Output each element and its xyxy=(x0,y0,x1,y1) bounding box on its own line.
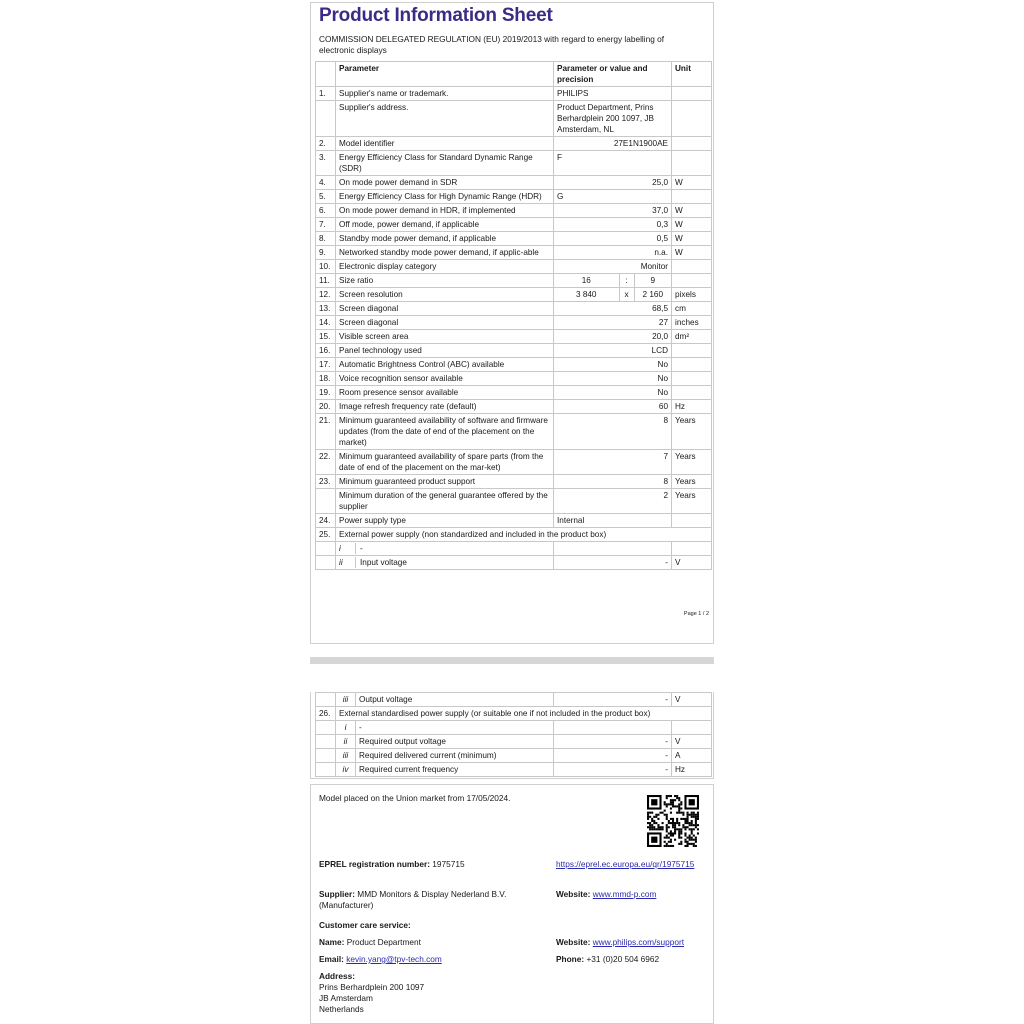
address-block xyxy=(319,971,424,1015)
market-date-text: Model placed on the Union market from 17/05/2024. xyxy=(319,793,511,803)
row-value: 27E1N1900AE xyxy=(554,137,672,151)
value-a: 16 xyxy=(554,274,619,287)
row-value: 27 xyxy=(554,316,672,330)
table-row xyxy=(316,475,712,489)
row-value: G xyxy=(554,190,672,204)
row-parameter: Image refresh frequency rate (default) xyxy=(336,400,554,414)
table-subrow xyxy=(316,556,712,570)
value-b: 2 160 xyxy=(642,290,664,299)
row-parameter: Automatic Brightness Control (ABC) available xyxy=(336,358,554,372)
table-header-row xyxy=(316,62,712,87)
qr-code-icon[interactable] xyxy=(647,795,699,847)
row-unit xyxy=(672,87,712,101)
row-value: 8 xyxy=(554,414,672,450)
sub-index: ii xyxy=(336,735,356,749)
table-row xyxy=(316,288,712,302)
row-parameter: Visible screen area xyxy=(336,330,554,344)
row-value: - xyxy=(554,693,672,707)
continuation-table xyxy=(315,692,712,777)
row-number: 9. xyxy=(316,246,336,260)
phone-value: +31 (0)20 504 6962 xyxy=(586,954,660,964)
page-number: Page 1 / 2 xyxy=(683,611,709,617)
row-value-pair xyxy=(554,274,672,288)
row-parameter xyxy=(336,542,554,556)
name-value: Product Department xyxy=(346,937,421,947)
eprel-line xyxy=(319,859,465,870)
row-parameter: Supplier's address. xyxy=(336,101,554,137)
row-unit: inches xyxy=(672,316,712,330)
value-sep: x xyxy=(619,288,634,301)
row-unit: Years xyxy=(672,450,712,475)
row-unit xyxy=(672,721,712,735)
row-parameter: Screen diagonal xyxy=(336,302,554,316)
row-number: 22. xyxy=(316,450,336,475)
row-parameter: Energy Efficiency Class for Standard Dynamic Range (SDR) xyxy=(336,151,554,176)
row-unit: W xyxy=(672,246,712,260)
row-unit xyxy=(672,151,712,176)
table-row xyxy=(316,204,712,218)
sub-index: ii xyxy=(339,557,356,568)
supplier-label: Supplier: xyxy=(319,889,355,899)
row-unit xyxy=(672,344,712,358)
header-value: Parameter or value and precision xyxy=(554,62,672,87)
row-unit: W xyxy=(672,204,712,218)
row-number: 14. xyxy=(316,316,336,330)
table-row xyxy=(316,528,712,542)
row-parameter: Screen resolution xyxy=(336,288,554,302)
table-row xyxy=(316,274,712,288)
row-parameter: Standby mode power demand, if applicable xyxy=(336,232,554,246)
row-unit: V xyxy=(672,735,712,749)
table-subrow xyxy=(316,749,712,763)
row-unit: pixels xyxy=(672,288,712,302)
row-value: 2 xyxy=(554,489,672,514)
row-parameter xyxy=(336,556,554,570)
table-row xyxy=(316,386,712,400)
row-parameter: Minimum duration of the general guarantee offered by the supplier xyxy=(336,489,554,514)
supplier-line xyxy=(319,889,559,911)
address-label: Address: xyxy=(319,971,355,981)
value-a: 3 840 xyxy=(554,288,619,301)
row-number-blank xyxy=(316,721,336,735)
row-value: - xyxy=(554,556,672,570)
sub-index: iii xyxy=(336,749,356,763)
row-value-pair xyxy=(554,288,672,302)
row-value: 25,0 xyxy=(554,176,672,190)
row-number: 26. xyxy=(316,707,336,721)
regulation-subtitle: COMMISSION DELEGATED REGULATION (EU) 2019/2013 with regard to energy labelling of electronic displays xyxy=(319,34,665,55)
row-value: PHILIPS xyxy=(554,87,672,101)
table-row xyxy=(316,316,712,330)
table-row xyxy=(316,246,712,260)
row-value: 37,0 xyxy=(554,204,672,218)
row-number xyxy=(316,101,336,137)
row-parameter: Screen diagonal xyxy=(336,316,554,330)
row-value: 60 xyxy=(554,400,672,414)
table-row xyxy=(316,151,712,176)
row-unit xyxy=(672,514,712,528)
table-row xyxy=(316,514,712,528)
row-number: 7. xyxy=(316,218,336,232)
row-number xyxy=(316,489,336,514)
row-unit: Years xyxy=(672,475,712,489)
row-parameter: Supplier's name or trademark. xyxy=(336,87,554,101)
row-number: 6. xyxy=(316,204,336,218)
row-value: 0,5 xyxy=(554,232,672,246)
row-unit: cm xyxy=(672,302,712,316)
page-separator xyxy=(310,657,714,664)
row-number: 11. xyxy=(316,274,336,288)
row-value: - xyxy=(554,749,672,763)
row-unit: Hz xyxy=(672,400,712,414)
table-row xyxy=(316,450,712,475)
sheet-page-2 xyxy=(310,692,714,779)
row-value: No xyxy=(554,372,672,386)
row-value: 0,3 xyxy=(554,218,672,232)
row-parameter: On mode power demand in HDR, if implemented xyxy=(336,204,554,218)
table-row xyxy=(316,358,712,372)
row-number: 10. xyxy=(316,260,336,274)
header-unit: Unit xyxy=(672,62,712,87)
row-unit: Years xyxy=(672,414,712,450)
row-unit xyxy=(672,358,712,372)
row-value: No xyxy=(554,386,672,400)
table-subrow xyxy=(316,735,712,749)
row-number: 19. xyxy=(316,386,336,400)
row-parameter: Networked standby mode power demand, if applic-able xyxy=(336,246,554,260)
row-unit: V xyxy=(672,556,712,570)
name-label: Name: xyxy=(319,937,345,947)
row-number: 8. xyxy=(316,232,336,246)
row-parameter: Minimum guaranteed product support xyxy=(336,475,554,489)
row-number: 16. xyxy=(316,344,336,358)
table-row xyxy=(316,400,712,414)
sub-parameter: Input voltage xyxy=(360,558,407,567)
row-parameter: Voice recognition sensor available xyxy=(336,372,554,386)
sub-index: iv xyxy=(336,763,356,777)
value-b: 9 xyxy=(650,276,656,285)
row-value: 68,5 xyxy=(554,302,672,316)
row-number: 1. xyxy=(316,87,336,101)
row-unit xyxy=(672,274,712,288)
row-parameter: Energy Efficiency Class for High Dynamic Range (HDR) xyxy=(336,190,554,204)
email-link[interactable]: kevin.yang@tpv-tech.com xyxy=(346,954,442,964)
sub-parameter: Output voltage xyxy=(356,693,554,707)
website-label-1: Website: xyxy=(556,889,591,899)
table-subrow xyxy=(316,721,712,735)
row-value: - xyxy=(554,735,672,749)
website-line-1 xyxy=(556,889,656,900)
row-value: 7 xyxy=(554,450,672,475)
value-sep: : xyxy=(619,274,634,287)
row-parameter-span: External standardised power supply (or suitable one if not included in the product box) xyxy=(336,707,712,721)
row-unit: W xyxy=(672,232,712,246)
table-row xyxy=(316,190,712,204)
row-value: Internal xyxy=(554,514,672,528)
row-value: F xyxy=(554,151,672,176)
row-number: 21. xyxy=(316,414,336,450)
parameter-table xyxy=(315,61,712,570)
table-subrow xyxy=(316,693,712,707)
name-line xyxy=(319,937,421,948)
row-value xyxy=(554,542,672,556)
row-value: 20,0 xyxy=(554,330,672,344)
row-number-blank xyxy=(316,749,336,763)
row-number: 24. xyxy=(316,514,336,528)
header-parameter: Parameter xyxy=(336,62,554,87)
row-value: 8 xyxy=(554,475,672,489)
row-unit xyxy=(672,372,712,386)
row-value: Monitor xyxy=(554,260,672,274)
sub-index: iii xyxy=(336,693,356,707)
row-number-blank xyxy=(316,735,336,749)
table-row xyxy=(316,489,712,514)
email-label: Email: xyxy=(319,954,344,964)
row-value: No xyxy=(554,358,672,372)
table-row xyxy=(316,372,712,386)
row-number-blank xyxy=(316,763,336,777)
row-parameter: Model identifier xyxy=(336,137,554,151)
row-unit: W xyxy=(672,176,712,190)
row-unit: W xyxy=(672,218,712,232)
row-number: 23. xyxy=(316,475,336,489)
row-parameter-span: External power supply (non standardized and included in the product box) xyxy=(336,528,712,542)
row-number-blank xyxy=(316,556,336,570)
row-unit xyxy=(672,190,712,204)
row-unit: Years xyxy=(672,489,712,514)
row-value: Product Department, Prins Berhardplein 200 1097, JB Amsterdam, NL xyxy=(554,101,672,137)
row-unit: V xyxy=(672,693,712,707)
row-parameter: Panel technology used xyxy=(336,344,554,358)
row-number: 25. xyxy=(316,528,336,542)
row-number: 3. xyxy=(316,151,336,176)
row-unit xyxy=(672,101,712,137)
table-row xyxy=(316,137,712,151)
address-line-3: Netherlands xyxy=(319,1004,364,1014)
website-link-2[interactable]: www.philips.com/support xyxy=(592,937,685,947)
website-line-2 xyxy=(556,937,684,948)
row-unit xyxy=(672,137,712,151)
page-title: Product Information Sheet xyxy=(319,5,553,26)
table-row xyxy=(316,414,712,450)
eprel-number: 1975715 xyxy=(432,859,465,869)
row-parameter: On mode power demand in SDR xyxy=(336,176,554,190)
table-row xyxy=(316,87,712,101)
row-parameter: Power supply type xyxy=(336,514,554,528)
eprel-link[interactable]: https://eprel.ec.europa.eu/qr/1975715 xyxy=(556,859,695,869)
row-unit xyxy=(672,542,712,556)
customer-care-label: Customer care service: xyxy=(319,920,411,930)
eprel-label: EPREL registration number: xyxy=(319,859,430,869)
table-row xyxy=(316,302,712,316)
table-row xyxy=(316,218,712,232)
table-subrow xyxy=(316,763,712,777)
row-parameter: Electronic display category xyxy=(336,260,554,274)
sub-index: i xyxy=(339,543,356,554)
table-row xyxy=(316,330,712,344)
table-row xyxy=(316,101,712,137)
table-row xyxy=(316,232,712,246)
row-value xyxy=(554,721,672,735)
row-parameter: Minimum guaranteed availability of spare parts (from the date of end of the placement on the mar-ket) xyxy=(336,450,554,475)
email-line xyxy=(319,954,442,965)
row-number: 20. xyxy=(316,400,336,414)
sub-parameter: Required delivered current (minimum) xyxy=(356,749,554,763)
sub-parameter: Required current frequency xyxy=(356,763,554,777)
row-number-blank xyxy=(316,693,336,707)
address-line-2: JB Amsterdam xyxy=(319,993,373,1003)
row-number: 12. xyxy=(316,288,336,302)
table-row xyxy=(316,707,712,721)
row-unit xyxy=(672,386,712,400)
table-row xyxy=(316,260,712,274)
row-number: 2. xyxy=(316,137,336,151)
row-number: 15. xyxy=(316,330,336,344)
row-parameter: Off mode, power demand, if applicable xyxy=(336,218,554,232)
table-row xyxy=(316,344,712,358)
website-label-2: Website: xyxy=(556,937,591,947)
row-number: 13. xyxy=(316,302,336,316)
row-number-blank xyxy=(316,542,336,556)
row-number: 18. xyxy=(316,372,336,386)
row-number: 17. xyxy=(316,358,336,372)
row-value: - xyxy=(554,763,672,777)
row-value: LCD xyxy=(554,344,672,358)
table-subrow xyxy=(316,542,712,556)
phone-line xyxy=(556,954,659,965)
address-line-1: Prins Berhardplein 200 1097 xyxy=(319,982,425,992)
row-unit: dm² xyxy=(672,330,712,344)
row-unit: A xyxy=(672,749,712,763)
row-parameter: Size ratio xyxy=(336,274,554,288)
sub-parameter: - xyxy=(360,544,363,553)
website-link-1[interactable]: www.mmd-p.com xyxy=(592,889,657,899)
supplier-value: MMD Monitors & Display Nederland B.V. (Manufacturer) xyxy=(319,889,507,910)
sub-index: i xyxy=(336,721,356,735)
row-number: 5. xyxy=(316,190,336,204)
phone-label: Phone: xyxy=(556,954,585,964)
row-unit: Hz xyxy=(672,763,712,777)
table-row xyxy=(316,176,712,190)
sheet-page-1 xyxy=(310,2,714,644)
row-number: 4. xyxy=(316,176,336,190)
sub-parameter: - xyxy=(356,721,554,735)
row-parameter: Room presence sensor available xyxy=(336,386,554,400)
supplier-info-panel xyxy=(310,784,714,1024)
row-unit xyxy=(672,260,712,274)
row-parameter: Minimum guaranteed availability of software and firmware updates (from the date of end of the placement on the market) xyxy=(336,414,554,450)
row-value: n.a. xyxy=(554,246,672,260)
sub-parameter: Required output voltage xyxy=(356,735,554,749)
